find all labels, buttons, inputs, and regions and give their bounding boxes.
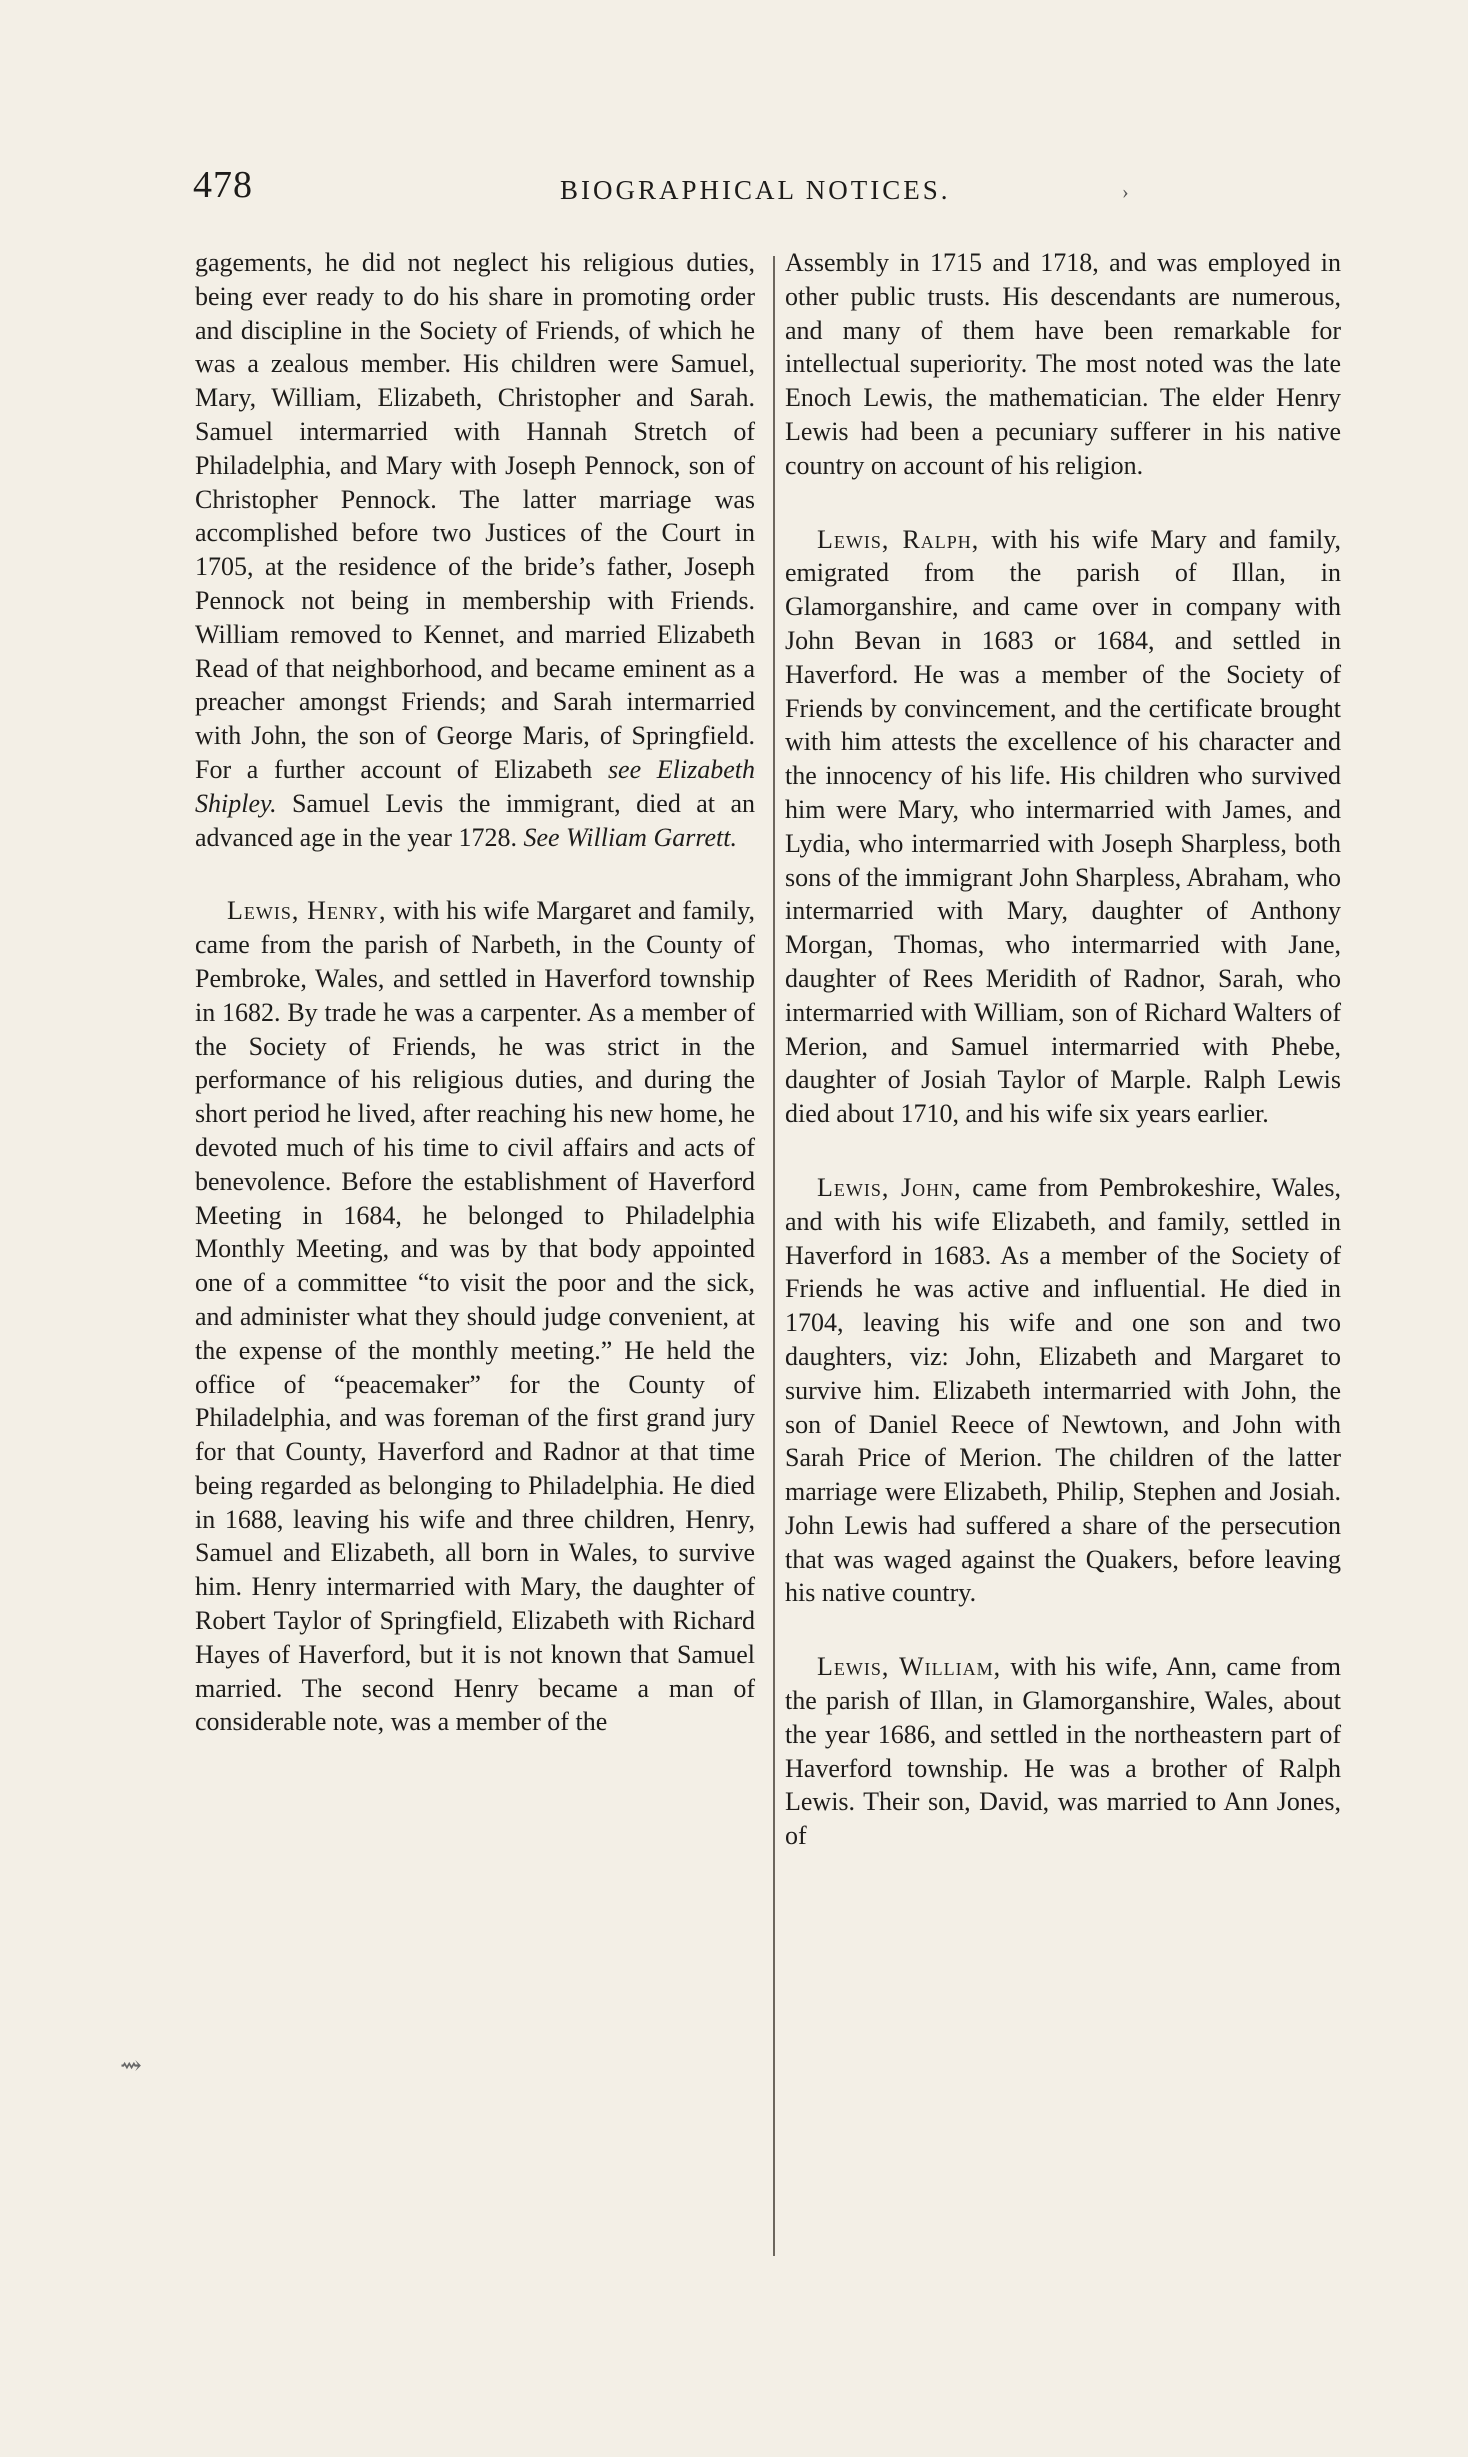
entry-text: came from Pembrokeshire, Wales, and with his wife Elizabeth, and family, settled in Haverford in 1683. As a member of the Society of Friends he was active and influential. He died in 1704, leaving his wife and one son and two daughters, viz: John, Elizabeth and Margaret to survive him. Elizabeth intermarried with John, the son of Daniel Reece of Newtown, and John with Sarah Price of Merion. The children of the latter marriage were Elizabeth, Philip, Stephen and Josiah. John Lewis had suffered a share of the persecution that was waged against the Quakers, before leaving his native country. [785,1172,1341,1608]
entry-heading: Lewis, Henry, [227,896,387,926]
entry-text: with his wife, Ann, came from the parish of Illan, in Glamorganshire, Wales, about the year 1686, and settled in the northeastern part of Haverford township. He was a brother of Ralph Lewis. Their son, David, was married to Ann Jones, of [785,1652,1341,1851]
margin-mark: ⇝ [120,2051,142,2080]
entry-lewis-henry [195,894,755,1739]
header-mark: › [1122,181,1129,203]
continued-paragraph: Assembly in 1715 and 1718, and was employed in other public trusts. His descendants are numerous, and many of them have been remarkable for intellectual superiority. The most noted was the late Enoch Lewis, the mathematician. The elder Henry Lewis had been a pecuniary sufferer in his native country on account of his religion. [785,248,1341,480]
entry-heading: Lewis, John, [817,1172,962,1202]
entry-lewis-ralph [785,523,1341,1131]
paragraph-text: Samuel Levis the immigrant, died at an advanced age in the year 1728. [195,788,755,852]
left-column [195,246,755,1779]
entry-text: with his wife Mary and family, emigrated from the parish of Illan, in Glamorganshire, and came over in company with John Bevan in 1683 or 1684, and settled in Haverford. He was a member of the Society of Friends by convincement, and the certificate brought with him attests the excellence of his character and the innocency of his life. His children who survived him were Mary, who intermarried with James, and Lydia, who intermarried with Joseph Sharpless, both sons of the immigrant John Sharpless, Abraham, who intermarried with Mary, daughter of Anthony Morgan, Thomas, who intermarried with Jane, daughter of Rees Meridith of Radnor, Sarah, who intermarried with William, son of Richard Walters of Merion, and Samuel intermarried with Phebe, daughter of Josiah Taylor of Marple. Ralph Lewis died about 1710, and his wife six years earlier. [785,524,1341,1129]
entry-heading: Lewis, Ralph, [817,524,980,554]
right-column [785,246,1341,1893]
entry-lewis-john [785,1171,1341,1610]
entry-text: with his wife Margaret and family, came from the parish of Narbeth, in the County of Pembroke, Wales, and settled in Haverford township in 1682. By trade he was a carpenter. As a member of the Society of Friends, he was strict in the performance of his religious duties, and during the short period he lived, after reaching his new home, he devoted much of his time to civil affairs and acts of benevolence. Before the establishment of Haverford Meeting in 1684, he belonged to Philadelphia Monthly Meeting, and was by that body appointed one of a committee “to visit the poor and the sick, and administer what they should judge convenient, at the expense of the monthly meeting.” He held the office of “peacemaker” for the County of Philadelphia, and was foreman of the first grand jury for that County, Haverford and Radnor at that time being regarded as belonging to Philadelphia. He died in 1688, leaving his wife and three children, Henry, Samuel and Elizabeth, all born in Wales, to survive him. Henry intermarried with Mary, the daughter of Robert Taylor of Springfield, Elizabeth with Richard Hayes of Haverford, but it is not known that Samuel married. The second Henry became a man of considerable note, was a member of the [195,896,756,1737]
entry-heading: Lewis, William, [817,1652,1002,1682]
cross-reference: see Elizabeth Shipley. [195,754,755,818]
cross-reference: See William Garrett. [523,822,737,852]
paragraph-text: gagements, he did not neglect his religious duties, being ever ready to do his share in promoting order and discipline in the Society of Friends, of which he was a zealous member. His children were Samuel, Mary, William, Elizabeth, Christopher and Sarah. Samuel intermarried with Hannah Stretch of Philadelphia, and Mary with Joseph Pennock, son of Christopher Pennock. The latter marriage was accomplished before two Justices of the Court in 1705, at the residence of the bride’s father, Joseph Pennock not being in membership with Friends. William removed to Kennet, and married Elizabeth Read of that neighborhood, and became eminent as a preacher amongst Friends; and Sarah intermarried with John, the son of George Maris, of Springfield. For a further account of Elizabeth [195,248,755,784]
entry-lewis-william [785,1650,1341,1853]
column-divider [773,256,775,2256]
continued-paragraph [195,246,755,854]
running-title: BIOGRAPHICAL NOTICES. [560,175,951,205]
page-number: 478 [193,164,253,206]
